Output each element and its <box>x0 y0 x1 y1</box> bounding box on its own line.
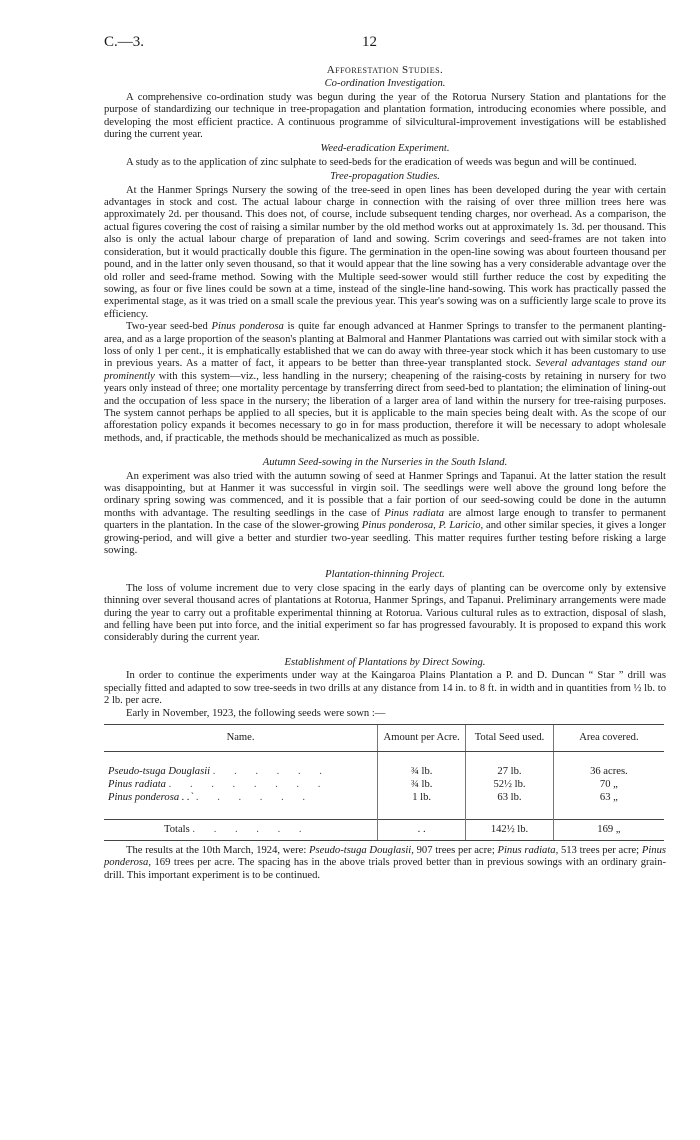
paragraph-weed-eradication: A study as to the application of zinc sulphate to seed-beds for the eradication of weeds was begun and will be continued. <box>126 156 637 168</box>
paragraph-tree-propagation-2: Two-year seed-bed Pinus ponderosa is quite far enough advanced at Hanmer Springs to transfer to the permanent planting-area, and as a large proportion of the season's planting at Balmoral and Hanmer Plantations was carried out with similar stock with a loss of only 1 per cent., it is emphatically established that we can do away with three-year stock which it has been customary to use in previous years. As a matter of fact, it appears to be better than three-year transplanted stock. Several advantages stand our prominently with this system—viz., less handling in the nursery; cheapening of the raising-costs by retaining in nursery for two years only instead of three; one mortality percentage by transferring direct from seed-bed to plantation; the elimination of lining-out and the occupation of less space in the nursery; the liberation of a larger area of land within the nursery for tree-raising purposes. The system cannot perhaps be applied to all species, but it is applicable to the main species being dealt with. As the scope of our afforestation policy expands it becomes necessary to go in for mass production, therefore it will be necessary to adopt wholesale methods, and, if practicable, the methods should be mechanicalized as much as possible. <box>104 321 666 444</box>
subheading-weed-eradication: Weed-eradication Experiment. <box>320 143 450 155</box>
subheading-direct-sowing: Establishment of Plantations by Direct Sowing. <box>284 656 486 668</box>
paragraph-results: The results at the 10th March, 1924, were: Pseudo-tsuga Douglasii, 907 trees per acre; Pinus radiata, 513 trees per acre; Pinus ponderosa, 169 trees per acre. The spacing has in the above trials proved better than in previous sowings with an ordinary grain-drill. This important experiment is to be continued. <box>104 844 666 881</box>
subheading-tree-propagation: Tree-propagation Studies. <box>330 171 440 183</box>
subheading-autumn-seed-sowing: Autumn Seed-sowing in the Nurseries in the South Island. <box>262 457 508 469</box>
seed-sowing-table <box>104 724 664 841</box>
subheading-coordination: Co-ordination Investigation. <box>324 78 446 90</box>
header-amount: Amount per Acre. <box>378 724 466 751</box>
paragraph-plantation-thinning: The loss of volume increment due to very close spacing in the early days of planting can be overcome only by extensive thinning over several thousand acres of plantations at Rotorua, Hanmer Springs, and Tapanui. Preliminary arrangements were made during the year to carry out a profitable experimental thinning at Rotorua. Various cultural rules as to extraction, disposal of slash, and felling have been put into force, and the initial experiment so far has progressed favourably. It is proposed to expand this work considerably during the current year. <box>104 582 666 644</box>
paragraph-direct-sowing-1: In order to continue the experiments under way at the Kaingaroa Plains Plantation a P. and D. Duncan “ Star ” drill was specially fitted and adapted to sow tree-seeds in two drills at any distance from 14 in. to 8 ft. in width and in quantities from ½ lb. to 2 lb. per acre. <box>104 670 666 707</box>
header-area: Area covered. <box>553 724 664 751</box>
table-row: Pinus radiata . . . . . . . . ¾ lb. 52½ lb. 70 „ <box>104 779 664 792</box>
paragraph-tree-propagation-1: At the Hanmer Springs Nursery the sowing of the tree-seed in open lines has been developed during the year with certain advantages in stock and cost. The actual labour charge in connection with the raising of over three million trees here was approximately 2d. per thousand. This does not, of course, include subsequent tending charges, nor overhead. As a comparison, the actual figures covering the cost of raising a similar number by the old method works out at approximately 1s. 3d. per thousand. This also is only the actual labour charge of preparation of land and sowing. Scrim coverings and seed-frames are not taken into consideration, but it would practically double this figure. The germination in the open-line sowing was about fourteen thousand per pound, and in the latter only seven thousand, so that it would appear that the line sowing has a very considerable advantage over the old roller and seed-frame method. Sowing with the Multiple seed-sower would still further reduce the cost by expediting the sowing, as four or five lines could be sown at a time, instead of the single-line hand-sowing. This work has practically passed the experimental stage, as it was tried on a small scale the previous year. This year's sowing was on a sufficiently large scale to prove its efficiency. <box>104 184 666 320</box>
paragraph-coordination: A comprehensive co-ordination study was begun during the year of the Rotorua Nursery Station and plantations for the purpose of standardizing our technique in tree-propagation and plantation formation, introducing economies where possible, and developing the most efficient practice. A continuous programme of silvicultural-improvement investigations will be established during the current year. <box>104 91 666 141</box>
section-heading-afforestation: Afforestation Studies. <box>326 64 444 76</box>
header-name: Name. <box>104 724 378 751</box>
header-total: Total Seed used. <box>466 724 554 751</box>
page-body <box>104 62 666 882</box>
table-header-row <box>104 724 664 751</box>
paragraph-direct-sowing-2: Early in November, 1923, the following seeds were sown :— <box>126 707 386 719</box>
paragraph-autumn-seed-sowing: An experiment was also tried with the autumn sowing of seed at Hanmer Springs and Tapanui. At the latter station the result was disappointing, but at Hanmer it was successful in virgin soil. The seedlings were well above the ground long before the ordinary spring sowing was commenced, and it is possible that a fair portion of our seed-sowing could be done in the autumn months with advantage. The resulting seedlings in the case of Pinus radiata are almost large enough to transfer to permanent quarters in the plantation. In the case of the slower-growing Pinus ponderosa, P. Laricio, and other similar species, it gives a longer growing-period, and will give a better and sturdier two-year seedling. This matter requires further testing before risking a large sowing. <box>104 470 666 557</box>
table-row: Pseudo-tsuga Douglasii . . . . . . ¾ lb. 27 lb. 36 acres. <box>104 766 664 779</box>
table-row: Pinus ponderosa . .` . . . . . . 1 lb. 63 lb. 63 „ <box>104 792 664 805</box>
page-number: 12 <box>362 34 377 50</box>
report-code: C.—3. <box>104 34 145 50</box>
table-totals-row: Totals . . . . . . . . 142½ lb. 169 „ <box>104 819 664 840</box>
subheading-plantation-thinning: Plantation-thinning Project. <box>325 569 445 581</box>
